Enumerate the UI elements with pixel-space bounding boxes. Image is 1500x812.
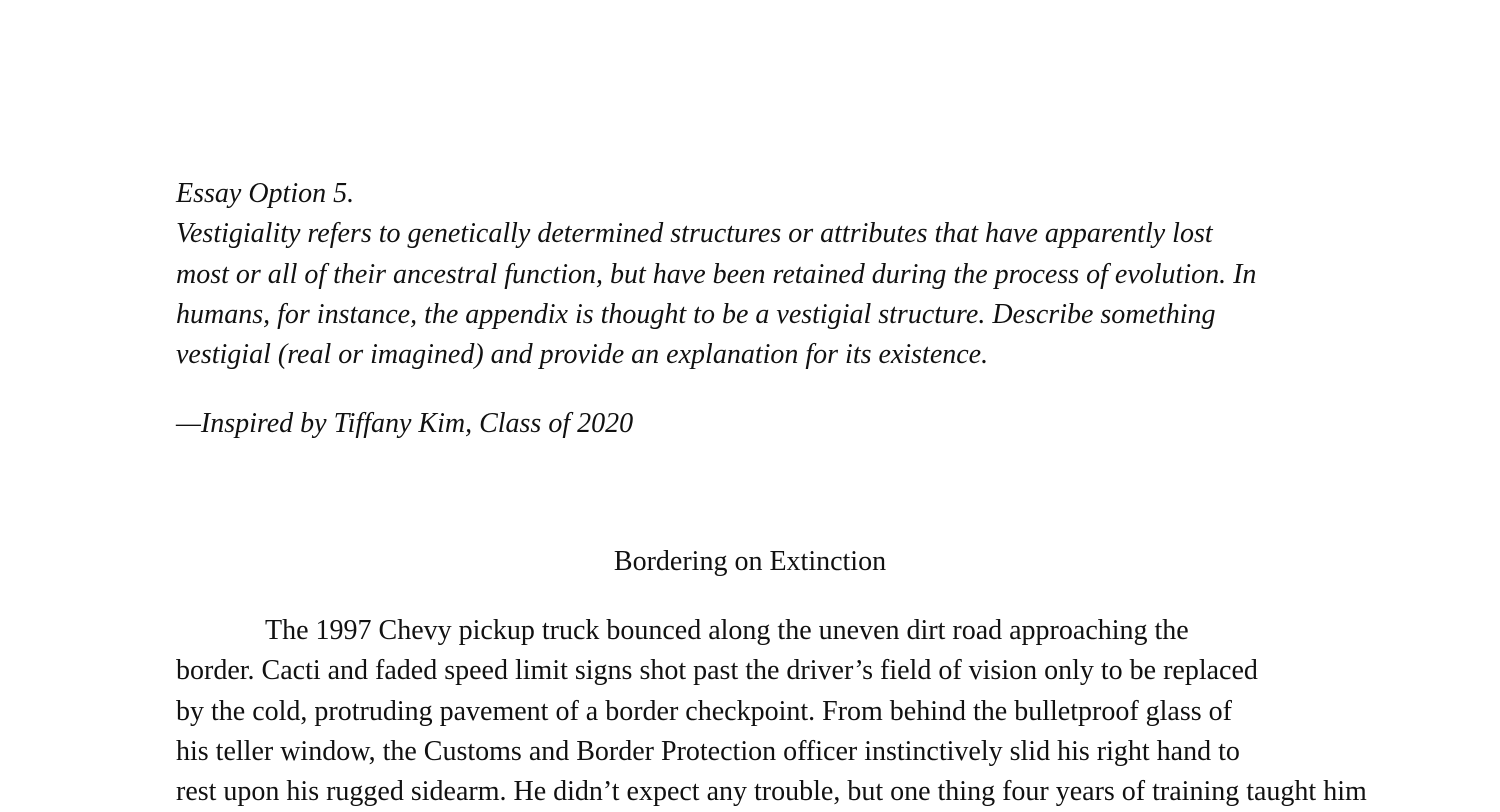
prompt-line: Vestigiality refers to genetically determined structures or attributes that have apparently lost (176, 218, 1213, 250)
prompt-heading: Essay Option 5. (176, 178, 355, 209)
essay-line: rest upon his rugged sidearm. He didn’t expect any trouble, but one thing four years of training taught him (176, 776, 1367, 808)
prompt-line: most or all of their ancestral function, but have been retained during the process of evolution. In (176, 258, 1257, 290)
essay-line: The 1997 Chevy pickup truck bounced along the uneven dirt road approaching the (265, 615, 1189, 646)
essay-title: Bordering on Extinction (613, 546, 887, 577)
prompt-attribution: —Inspired by Tiffany Kim, Class of 2020 (176, 408, 634, 439)
essay-body (176, 611, 1367, 812)
essay-line: his teller window, the Customs and Border Protection officer instinctively slid his right hand to (176, 735, 1240, 767)
prompt-line: humans, for instance, the appendix is thought to be a vestigial structure. Describe something (176, 298, 1216, 330)
essay-line: by the cold, protruding pavement of a border checkpoint. From behind the bulletproof glass of (176, 695, 1232, 727)
essay-line: border. Cacti and faded speed limit signs shot past the driver’s field of vision only to be replaced (176, 655, 1258, 687)
prompt-line: vestigial (real or imagined) and provide an explanation for its existence. (176, 339, 989, 371)
essay-prompt (176, 174, 1336, 375)
